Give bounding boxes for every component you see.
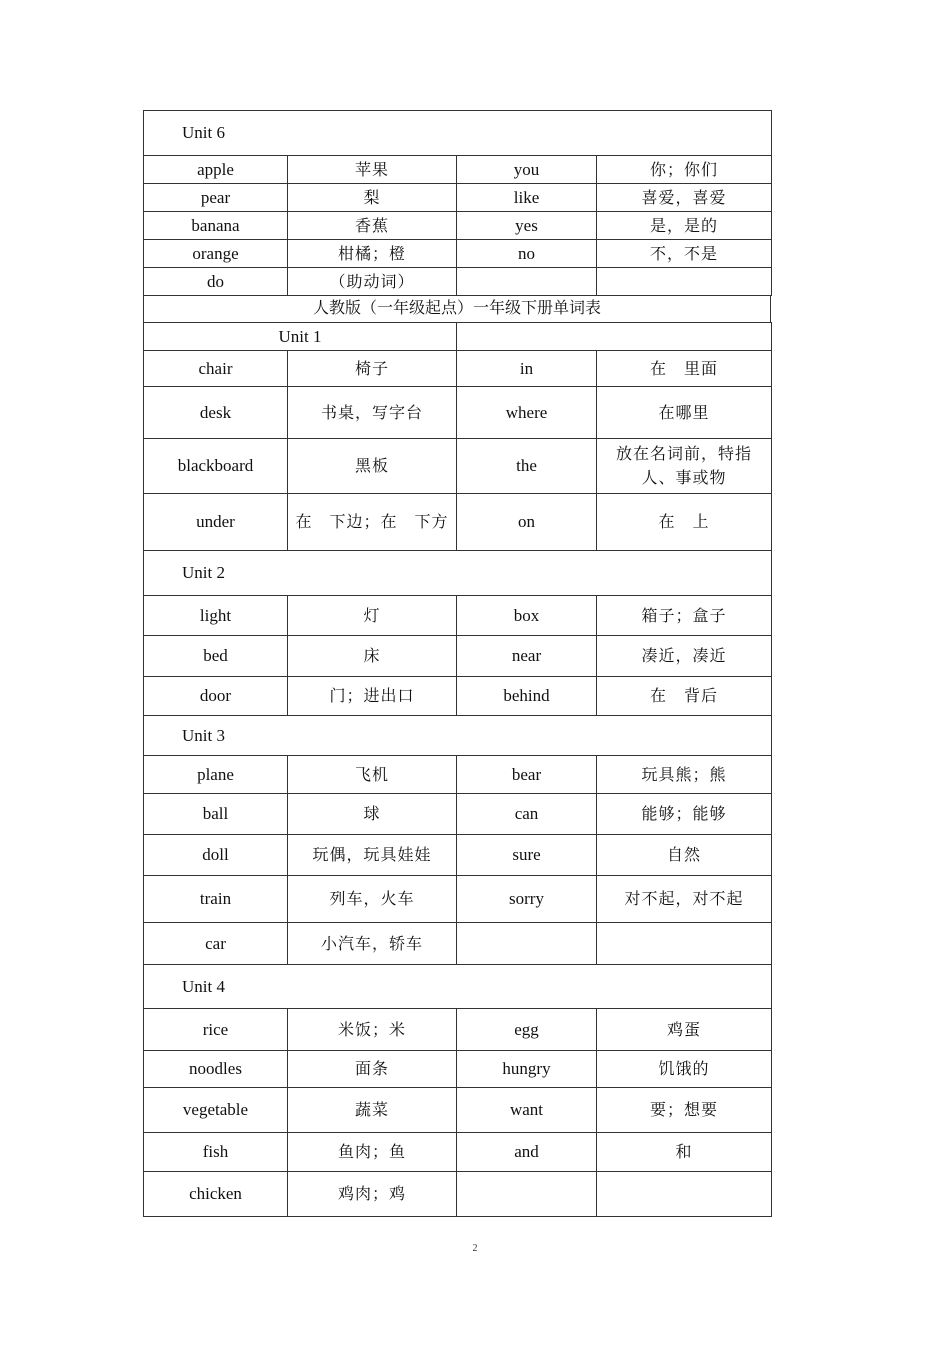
table-row	[144, 1133, 772, 1172]
table-row	[144, 184, 772, 212]
chinese-meaning: 喜爱，喜爱	[597, 184, 772, 212]
english-word: sure	[457, 835, 597, 876]
table-row	[144, 923, 772, 965]
chinese-meaning: 小汽车，轿车	[288, 923, 457, 965]
english-word	[457, 1172, 597, 1217]
chinese-meaning: 列车，火车	[288, 876, 457, 923]
chinese-meaning: 玩具熊；熊	[597, 756, 772, 794]
chinese-meaning: 飞机	[288, 756, 457, 794]
chinese-meaning: 能够；能够	[597, 794, 772, 835]
table-row	[144, 268, 772, 296]
english-word: banana	[144, 212, 288, 240]
english-word: vegetable	[144, 1088, 288, 1133]
english-word: sorry	[457, 876, 597, 923]
english-word: bed	[144, 636, 288, 677]
english-word: car	[144, 923, 288, 965]
english-word: doll	[144, 835, 288, 876]
english-word: on	[457, 494, 597, 551]
english-word: fish	[144, 1133, 288, 1172]
chinese-meaning: 梨	[288, 184, 457, 212]
english-word: you	[457, 156, 597, 184]
units-1-4-table	[143, 322, 772, 1217]
chinese-meaning: 面条	[288, 1051, 457, 1088]
chinese-meaning: 门；进出口	[288, 677, 457, 716]
chinese-meaning: 对不起，对不起	[597, 876, 772, 923]
english-word: want	[457, 1088, 597, 1133]
chinese-meaning: 米饭；米	[288, 1009, 457, 1051]
book-caption: 人教版（一年级起点）一年级下册单词表	[143, 296, 771, 322]
empty-cell	[457, 323, 772, 351]
table-row	[144, 494, 772, 551]
english-word: hungry	[457, 1051, 597, 1088]
table-row	[144, 156, 772, 184]
english-word: in	[457, 351, 597, 387]
unit-header-row	[144, 965, 772, 1009]
table-row	[144, 1009, 772, 1051]
english-word: train	[144, 876, 288, 923]
chinese-meaning: 放在名词前，特指人、事或物	[597, 439, 772, 494]
unit2-title: Unit 2	[144, 551, 772, 596]
english-word: apple	[144, 156, 288, 184]
table-row	[144, 794, 772, 835]
table-row	[144, 756, 772, 794]
english-word: the	[457, 439, 597, 494]
chinese-meaning: 要；想要	[597, 1088, 772, 1133]
english-word: noodles	[144, 1051, 288, 1088]
chinese-meaning: 在 上	[597, 494, 772, 551]
unit4-title: Unit 4	[144, 965, 772, 1009]
vocabulary-document	[143, 110, 771, 1217]
unit1-title: Unit 1	[144, 323, 457, 351]
chinese-meaning: 黑板	[288, 439, 457, 494]
english-word: rice	[144, 1009, 288, 1051]
table-row	[144, 835, 772, 876]
english-word: plane	[144, 756, 288, 794]
chinese-meaning: 灯	[288, 596, 457, 636]
chinese-meaning: 在 里面	[597, 351, 772, 387]
table-row	[144, 212, 772, 240]
chinese-meaning	[597, 268, 772, 296]
unit3-title: Unit 3	[144, 716, 772, 756]
chinese-meaning: 饥饿的	[597, 1051, 772, 1088]
chinese-meaning: 不，不是	[597, 240, 772, 268]
english-word: near	[457, 636, 597, 677]
page-number: 2	[472, 1243, 478, 1254]
chinese-meaning: 箱子；盒子	[597, 596, 772, 636]
english-word: chicken	[144, 1172, 288, 1217]
table-row	[144, 677, 772, 716]
chinese-meaning: 书桌，写字台	[288, 387, 457, 439]
chinese-meaning: 在 背后	[597, 677, 772, 716]
english-word: light	[144, 596, 288, 636]
chinese-meaning: 鱼肉；鱼	[288, 1133, 457, 1172]
unit6-table	[143, 110, 772, 296]
chinese-meaning: 凑近，凑近	[597, 636, 772, 677]
chinese-meaning: 柑橘；橙	[288, 240, 457, 268]
unit-header-row	[144, 551, 772, 596]
english-word: yes	[457, 212, 597, 240]
unit-header-row	[144, 716, 772, 756]
table-row	[144, 596, 772, 636]
unit-header-row	[144, 323, 772, 351]
english-word: where	[457, 387, 597, 439]
chinese-meaning: 在哪里	[597, 387, 772, 439]
english-word: can	[457, 794, 597, 835]
english-word: desk	[144, 387, 288, 439]
chinese-meaning	[597, 923, 772, 965]
chinese-meaning: 是，是的	[597, 212, 772, 240]
table-row	[144, 636, 772, 677]
chinese-meaning: 香蕉	[288, 212, 457, 240]
english-word: orange	[144, 240, 288, 268]
table-row	[144, 1172, 772, 1217]
english-word: do	[144, 268, 288, 296]
english-word: chair	[144, 351, 288, 387]
english-word: under	[144, 494, 288, 551]
chinese-meaning: 和	[597, 1133, 772, 1172]
chinese-meaning: 苹果	[288, 156, 457, 184]
english-word: blackboard	[144, 439, 288, 494]
chinese-meaning: 椅子	[288, 351, 457, 387]
english-word: door	[144, 677, 288, 716]
table-row	[144, 876, 772, 923]
chinese-meaning: 玩偶，玩具娃娃	[288, 835, 457, 876]
table-row	[144, 439, 772, 494]
english-word	[457, 268, 597, 296]
english-word: like	[457, 184, 597, 212]
english-word: ball	[144, 794, 288, 835]
chinese-meaning: 你；你们	[597, 156, 772, 184]
chinese-meaning: （助动词）	[288, 268, 457, 296]
table-row	[144, 240, 772, 268]
table-row	[144, 351, 772, 387]
unit-header-row	[144, 111, 772, 156]
english-word: box	[457, 596, 597, 636]
english-word	[457, 923, 597, 965]
chinese-meaning: 床	[288, 636, 457, 677]
chinese-meaning: 鸡肉；鸡	[288, 1172, 457, 1217]
unit6-title: Unit 6	[144, 111, 772, 156]
table-row	[144, 387, 772, 439]
table-row	[144, 1088, 772, 1133]
english-word: bear	[457, 756, 597, 794]
table-row	[144, 1051, 772, 1088]
english-word: no	[457, 240, 597, 268]
chinese-meaning: 在 下边；在 下方	[288, 494, 457, 551]
english-word: and	[457, 1133, 597, 1172]
chinese-meaning: 球	[288, 794, 457, 835]
chinese-meaning: 鸡蛋	[597, 1009, 772, 1051]
english-word: egg	[457, 1009, 597, 1051]
english-word: behind	[457, 677, 597, 716]
chinese-meaning: 蔬菜	[288, 1088, 457, 1133]
english-word: pear	[144, 184, 288, 212]
chinese-meaning	[597, 1172, 772, 1217]
chinese-meaning: 自然	[597, 835, 772, 876]
